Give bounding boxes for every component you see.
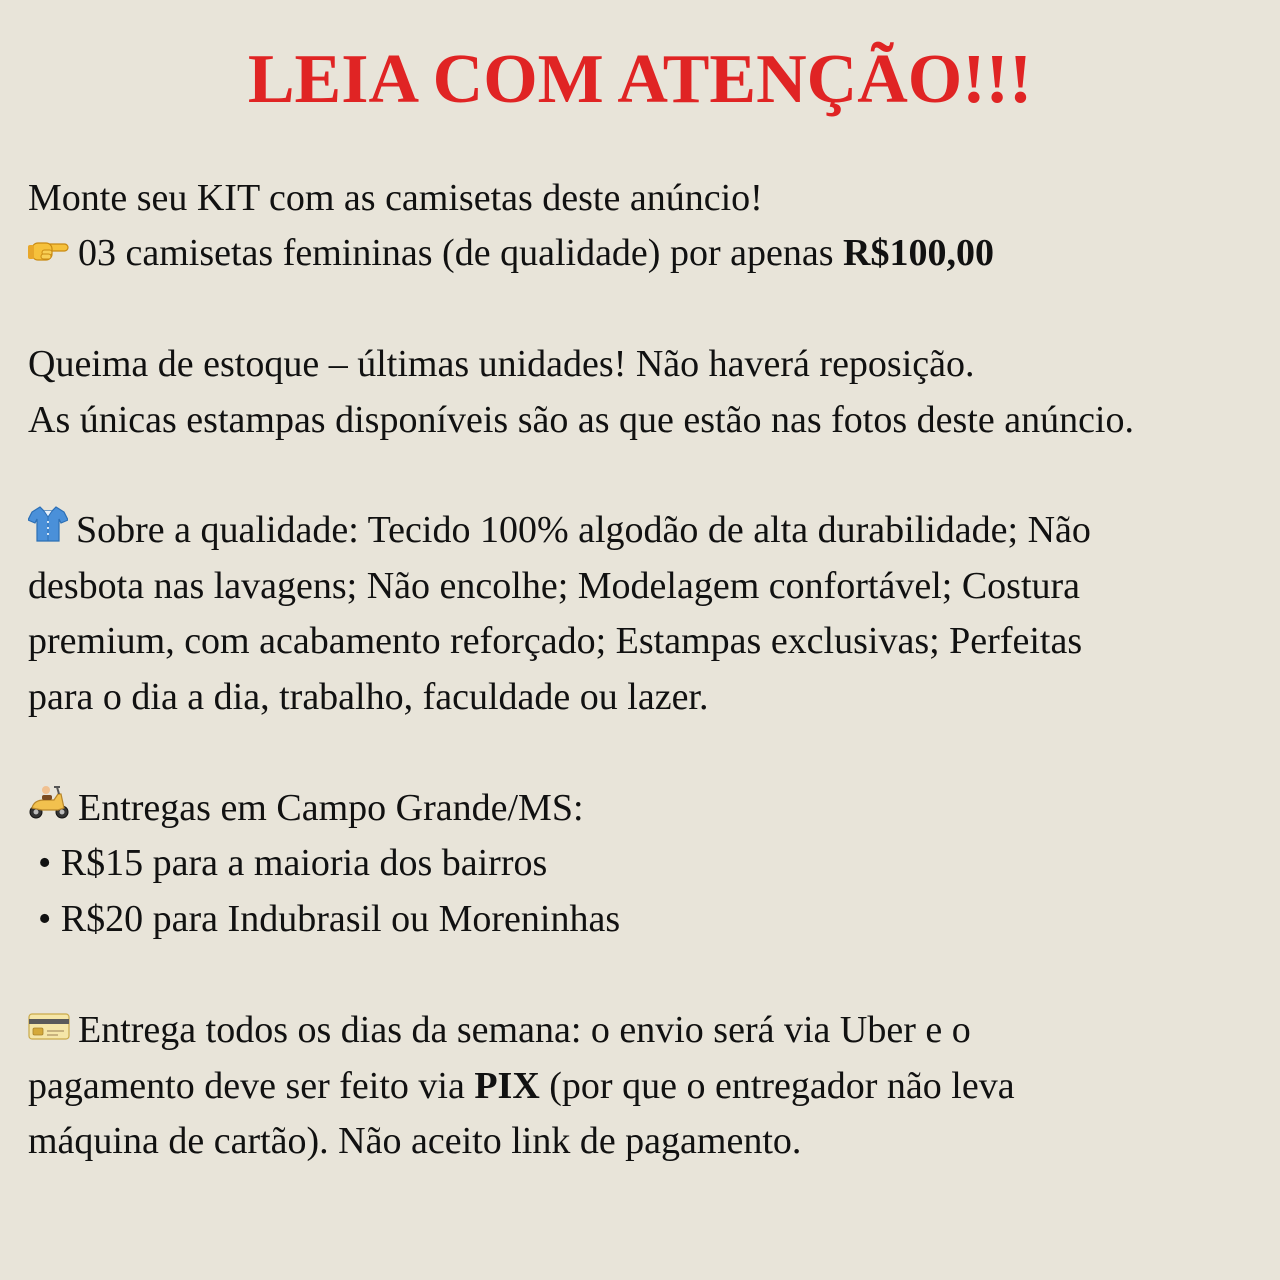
pix-label: PIX	[474, 1065, 540, 1107]
payment-line-2	[28, 1064, 1015, 1108]
payment-text-1: Entrega todos os dias da semana: o envio será via Uber e o	[78, 1009, 971, 1051]
quality-line-3: premium, com acabamento reforçado; Estampas exclusivas; Perfeitas	[28, 620, 1083, 662]
payment-line-1	[28, 1008, 971, 1055]
shirt-icon	[28, 505, 68, 553]
kit-intro-line: Monte seu KIT com as camisetas deste anúncio!	[28, 177, 763, 219]
kit-offer-line	[28, 231, 994, 278]
delivery-heading	[28, 786, 584, 834]
delivery-heading-text: Entregas em Campo Grande/MS:	[78, 787, 584, 829]
payment-text-2-pre: pagamento deve ser feito via	[28, 1065, 475, 1107]
delivery-price-far: • R$20 para Indubrasil ou Moreninhas	[38, 898, 621, 940]
quality-line-1	[28, 508, 1091, 557]
kit-offer-text: 03 camisetas femininas (de qualidade) por apenas	[78, 232, 843, 274]
scooter-icon	[28, 784, 70, 830]
payment-text-2-post: (por que o entregador não leva	[539, 1065, 1015, 1107]
pointing-hand-icon	[28, 230, 70, 274]
quality-line-2: desbota nas lavagens; Não encolhe; Modelagem confortável; Costura	[28, 565, 1081, 607]
stock-warning-line: Queima de estoque – últimas unidades! Não haverá reposição.	[28, 343, 975, 385]
prints-info-line: As únicas estampas disponíveis são as que estão nas fotos deste anúncio.	[28, 399, 1134, 441]
delivery-price-standard: • R$15 para a maioria dos bairros	[38, 842, 548, 884]
quality-line-4: para o dia a dia, trabalho, faculdade ou lazer.	[28, 676, 709, 718]
credit-card-icon	[28, 1007, 70, 1051]
page-title: LEIA COM ATENÇÃO!!!	[247, 41, 1033, 118]
kit-price: R$100,00	[843, 232, 994, 274]
payment-line-3: máquina de cartão). Não aceito link de pagamento.	[28, 1120, 802, 1162]
quality-text-1: Sobre a qualidade: Tecido 100% algodão de alta durabilidade; Não	[76, 509, 1091, 551]
